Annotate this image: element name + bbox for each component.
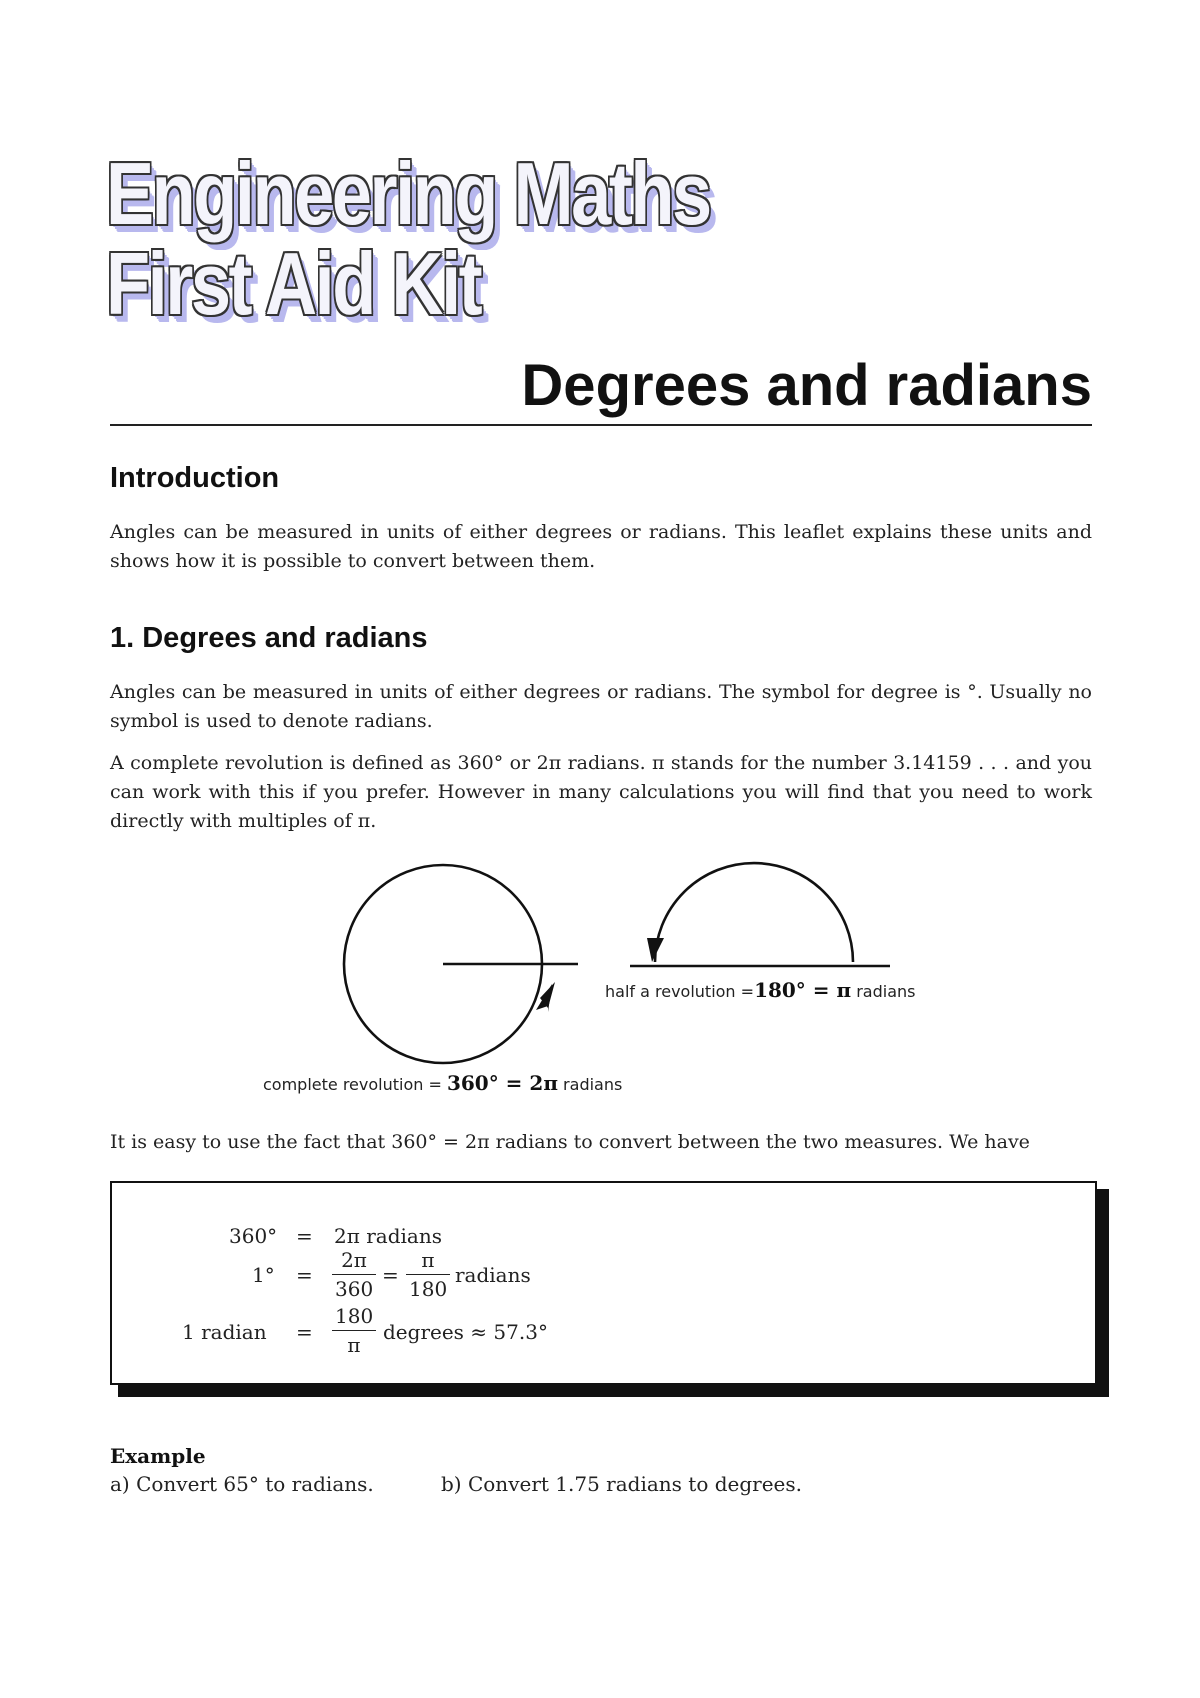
title-rule (110, 424, 1092, 426)
complete-revolution-label: complete revolution = 360° = 2π radians (263, 1071, 623, 1095)
example-heading: Example (110, 1444, 206, 1468)
revolution-figure (0, 840, 1200, 1110)
eq-row2-fraction-1 (332, 1246, 376, 1303)
intro-text: Angles can be measured in units of either degrees or radians. This leaflet explains these units and shows how it is possible to convert between them. (110, 521, 1092, 572)
section1-para2: A complete revolution is defined as 360° or 2π radians. π stands for the number 3.14159 . . . and you can work with this if you prefer. However in many calculations you will find that you need to work directly with multiples of π. (110, 752, 1092, 832)
eq-row2-frac2-denominator: 180 (409, 1277, 448, 1301)
eq-row3-rhs: degrees ≈ 57.3° (383, 1320, 548, 1344)
eq-row2-lhs: 1° (252, 1263, 275, 1287)
eq-row2-mid-equals: = (382, 1263, 399, 1287)
section1-para1: Angles can be measured in units of either degrees or radians. The symbol for degree is °. Usually no symbol is used to denote radians. (110, 681, 1092, 732)
eq-row3-lhs: 1 radian (182, 1320, 267, 1344)
eq-row1-lhs: 360° (229, 1224, 278, 1248)
eq-row2-equals: = (296, 1263, 313, 1287)
eq-row3-frac-numerator: 180 (332, 1302, 376, 1331)
example-item-b: b) Convert 1.75 radians to degrees. (441, 1472, 803, 1496)
eq-row3-fraction (332, 1302, 376, 1359)
logo-line-1: Engineering Maths (106, 144, 710, 243)
logo-line-2: First Aid Kit (106, 234, 481, 333)
eq-row2-unit: radians (455, 1263, 531, 1287)
eq-row3-frac-denominator: π (347, 1333, 361, 1357)
half-revolution-label: half a revolution =180° = π radians (605, 978, 916, 1002)
eq-row2-frac1-denominator: 360 (335, 1277, 374, 1301)
section1-heading: 1. Degrees and radians (110, 622, 428, 654)
eq-row1-rhs: 2π radians (334, 1224, 442, 1248)
eq-row3-equals: = (296, 1320, 313, 1344)
eq-row1-equals: = (296, 1224, 313, 1248)
after-figure-text: It is easy to use the fact that 360° = 2π radians to convert between the two measures. We have (110, 1131, 1030, 1153)
half-revolution-arc (655, 863, 853, 962)
eq-row2-frac1-numerator: 2π (332, 1246, 376, 1275)
eq-row2-frac2-numerator: π (406, 1246, 450, 1275)
page-title: Degrees and radians (521, 353, 1092, 418)
eq-row2-fraction-2 (406, 1246, 450, 1303)
example-item-a: a) Convert 65° to radians. (110, 1472, 374, 1496)
intro-heading: Introduction (110, 462, 280, 494)
